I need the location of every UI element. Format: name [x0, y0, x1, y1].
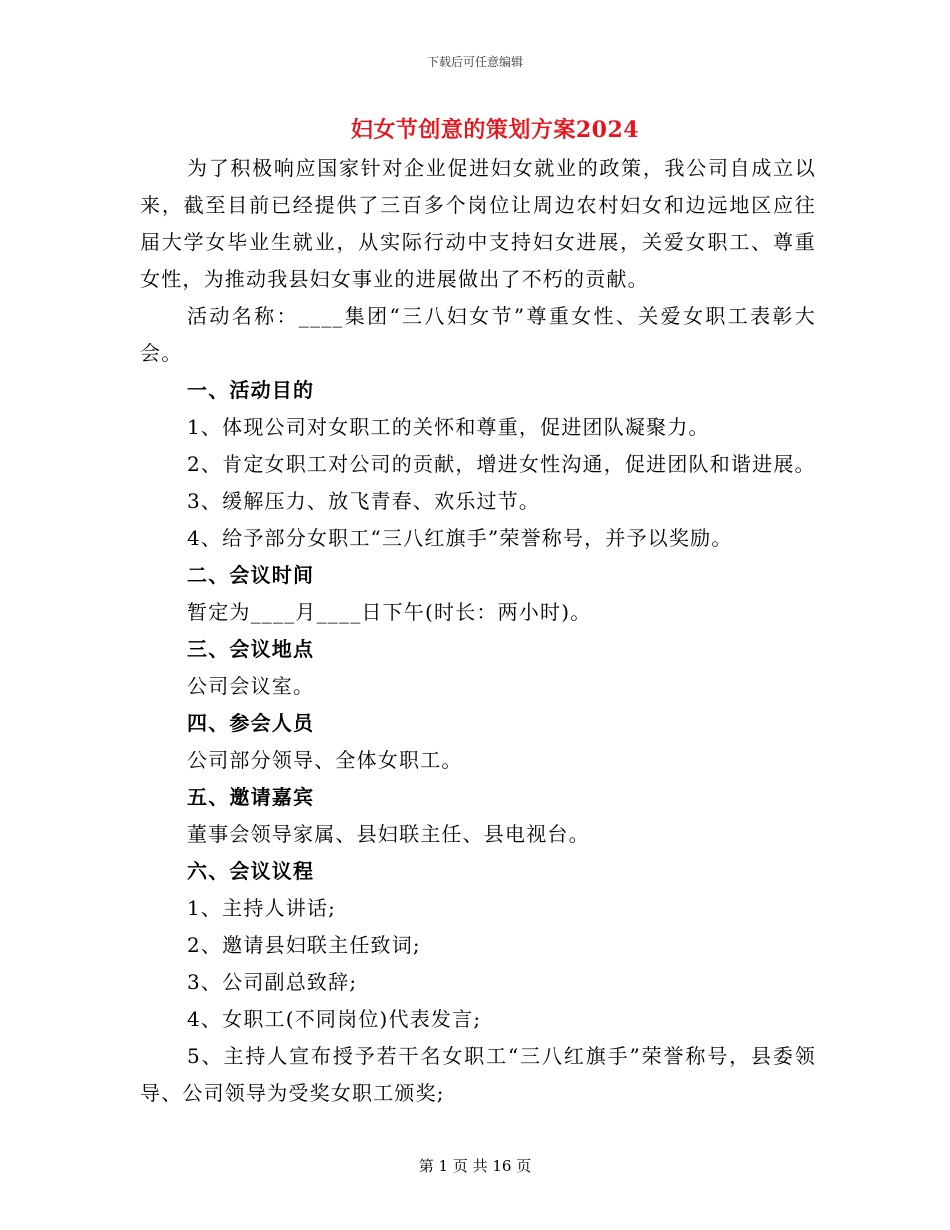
purpose-item: 3、缓解压力、放飞青春、欢乐过节。 [187, 489, 541, 513]
place-text: 公司会议室。 [187, 674, 315, 698]
header-note: 下载后可任意编辑 [426, 55, 523, 69]
document-body [140, 150, 816, 1112]
purpose-item: 2、肯定女职工对公司的贡献，增进女性沟通，促进团队和谐进展。 [187, 452, 816, 476]
activity-name-paragraph: 活动名称：____集团“三八妇女节”尊重女性、关爱女职工表彰大会。 [140, 304, 816, 365]
guests-text: 董事会领导家属、县妇联主任、县电视台。 [187, 822, 590, 846]
section-heading-purpose: 一、活动目的 [187, 378, 315, 402]
section-heading-guests: 五、邀请嘉宾 [187, 785, 315, 809]
agenda-item: 1、主持人讲话; [187, 896, 337, 920]
purpose-item: 1、体现公司对女职工的关怀和尊重，促进团队凝聚力。 [187, 415, 710, 439]
agenda-item: 4、女职工(不同岗位)代表发言; [187, 1007, 482, 1031]
section-heading-place: 三、会议地点 [187, 637, 315, 661]
attendees-text: 公司部分领导、全体女职工。 [187, 748, 463, 772]
time-text: 暂定为____月____日下午(时长：两小时)。 [187, 600, 592, 624]
agenda-item: 3、公司副总致辞; [187, 970, 358, 994]
section-heading-agenda: 六、会议议程 [187, 859, 315, 883]
agenda-item: 5、主持人宣布授予若干名女职工“三八红旗手”荣誉称号，县委领导、公司领导为受奖女职工颁奖; [140, 1044, 816, 1105]
section-heading-attendees: 四、参会人员 [187, 711, 315, 735]
page-number: 第 1 页 共 16 页 [418, 1157, 532, 1175]
document-title: 妇女节创意的策划方案2024 [350, 117, 640, 143]
agenda-item: 2、邀请县妇联主任致词; [187, 933, 421, 957]
section-heading-time: 二、会议时间 [187, 563, 315, 587]
intro-paragraph: 为了积极响应国家针对企业促进妇女就业的政策，我公司自成立以来，截至目前已经提供了三百多个岗位让周边农村妇女和边远地区应往届大学女毕业生就业，从实际行动中支持妇女进展，关爱女职工、尊重女性，为推动我县妇女事业的进展做出了不朽的贡献。 [140, 156, 816, 291]
purpose-item: 4、给予部分女职工“三八红旗手”荣誉称号，并予以奖励。 [187, 526, 733, 550]
